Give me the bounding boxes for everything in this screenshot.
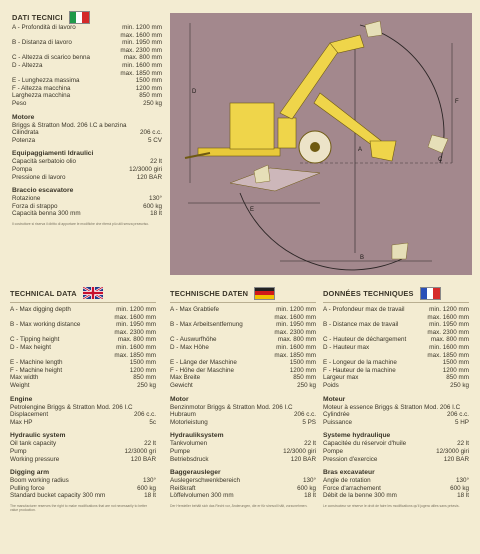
italian-dimensions-list — [12, 24, 162, 108]
spec-row — [12, 195, 162, 203]
spec-value: min. 1200 mm — [116, 306, 156, 313]
spec-label: Forza di strappo — [12, 202, 58, 210]
spec-row — [323, 336, 469, 344]
spec-label: Peso — [12, 99, 27, 107]
spec-row — [170, 440, 316, 448]
spec-value: max. 2300 mm — [114, 328, 156, 336]
label-c: C — [438, 157, 443, 163]
english-header — [10, 286, 156, 300]
spec-value: 850 mm — [446, 374, 469, 382]
spec-value: min. 1950 mm — [276, 321, 316, 329]
spec-row — [170, 374, 316, 382]
spec-label: Pompe — [323, 447, 343, 455]
spec-label: Working pressure — [10, 455, 60, 463]
spec-row — [12, 137, 162, 145]
spec-label: E - Longeur de la machine — [323, 359, 397, 367]
spec-row — [170, 344, 316, 352]
spec-label: Benzinmotor Briggs & Stratton Mod. 206 I.C — [170, 403, 293, 411]
spec-row — [170, 492, 316, 500]
section-heading: Engine — [10, 395, 33, 403]
spec-row — [323, 456, 469, 464]
spec-value: 120 BAR — [290, 455, 316, 463]
label-b: B — [360, 255, 365, 261]
section-heading: Digging arm — [10, 469, 50, 477]
spec-value: 250 kg — [450, 381, 469, 389]
spec-label: F - Hauteur de la machine — [323, 366, 396, 374]
section-heading: Equipaggiamenti Idraulici — [12, 150, 94, 158]
spec-value: max. 1600 mm — [427, 313, 469, 321]
spec-value: max. 1600 mm — [274, 313, 316, 321]
german-header — [170, 286, 316, 300]
spec-row — [10, 329, 156, 337]
spec-label: Betriebsdruck — [170, 455, 209, 463]
spec-value: 206 c.c. — [133, 411, 156, 419]
spec-value: max. 1600 mm — [120, 31, 162, 39]
spec-row — [323, 440, 469, 448]
italian-disclaimer: Il costruttore si riserva il diritto di apportare le modifiche che riterrà più utili senza preavviso. — [12, 221, 150, 226]
spec-label: E - Lunghezza massima — [12, 77, 80, 85]
uk-flag-icon — [83, 287, 103, 299]
spec-value: 1500 mm — [129, 359, 156, 367]
spec-value: 206 c.c. — [139, 129, 162, 137]
spec-value: 1200 mm — [289, 366, 316, 374]
spec-label: E - Länge der Maschine — [170, 359, 237, 367]
spec-label — [12, 70, 120, 78]
spec-label: Pumpe — [170, 447, 190, 455]
spec-row — [10, 321, 156, 329]
spec-row — [12, 32, 162, 40]
spec-row — [12, 62, 162, 70]
spec-label: F - Altezza macchina — [12, 84, 71, 92]
spec-label: C - Auswurfhöhe — [170, 336, 217, 344]
spec-value: 18 lt — [150, 210, 162, 218]
spec-row — [323, 306, 469, 314]
spec-value: 12/3000 giri — [129, 165, 162, 173]
spec-value: min. 1950 mm — [116, 321, 156, 329]
spec-value: max. 800 mm — [277, 336, 316, 344]
section-heading: Motore — [12, 113, 35, 121]
bucket-bottom — [392, 243, 408, 259]
spec-value: 12/3000 giri — [436, 447, 469, 455]
spec-label: Hubraum — [170, 411, 196, 419]
french-dimensions-list — [323, 306, 469, 390]
spec-label: D - Altezza — [12, 61, 43, 69]
spec-value: 5 PS — [302, 418, 316, 426]
dimension-diagram — [170, 13, 472, 275]
spec-label: Reißkraft — [170, 484, 196, 492]
engine-housing — [230, 103, 274, 149]
spec-row — [170, 485, 316, 493]
section-heading: Hydrauliksystem — [170, 432, 224, 440]
spec-row — [323, 352, 469, 360]
german-divider — [170, 302, 316, 303]
spec-label: Puissance — [323, 418, 353, 426]
spec-value: 130° — [142, 477, 156, 485]
spec-row — [323, 314, 469, 322]
spec-label: Oil tank capacity — [10, 440, 57, 448]
label-d: D — [192, 89, 197, 95]
spec-value: max. 1850 mm — [427, 351, 469, 359]
spec-label — [12, 47, 120, 55]
spec-value: 120 BAR — [443, 455, 469, 463]
spec-row — [12, 158, 162, 166]
spec-row — [10, 352, 156, 360]
spec-label: Capacità serbatoio olio — [12, 158, 77, 166]
wheel-hub — [310, 142, 320, 152]
spec-value: max. 800 mm — [117, 336, 156, 344]
spec-value: min. 1200 mm — [122, 24, 162, 31]
spec-value: min. 1600 mm — [116, 343, 156, 351]
spec-row — [10, 419, 156, 427]
spec-row — [12, 174, 162, 182]
spec-label — [323, 329, 427, 337]
spec-value: 1200 mm — [129, 366, 156, 374]
spec-label: C - Tipping height — [10, 336, 60, 344]
spec-row — [170, 411, 316, 419]
spec-label: B - Distanza di lavoro — [12, 39, 72, 47]
spec-row — [170, 477, 316, 485]
spec-row — [170, 404, 316, 412]
spec-label: E - Machine length — [10, 359, 63, 367]
spec-label — [170, 314, 274, 322]
spec-row — [10, 411, 156, 419]
spec-label: D - Max Höhe — [170, 343, 209, 351]
spec-value: max. 800 mm — [123, 54, 162, 62]
spec-label: Cylindrée — [323, 411, 350, 419]
spec-label — [10, 352, 114, 360]
spec-value: 600 kg — [143, 202, 162, 210]
spec-value: min. 1600 mm — [122, 61, 162, 69]
spec-label — [10, 329, 114, 337]
spec-label — [170, 352, 274, 360]
spec-value: 18 lt — [304, 492, 316, 500]
spec-row — [170, 367, 316, 375]
spec-row — [170, 382, 316, 390]
spec-row — [10, 306, 156, 314]
spec-value: 12/3000 gri — [124, 447, 156, 455]
spec-value: max. 2300 mm — [120, 46, 162, 54]
spec-value: 22 lt — [304, 440, 316, 448]
spec-label: A - Profondità di lavoro — [12, 24, 76, 31]
spec-label: Pulling force — [10, 484, 45, 492]
section-heading: Systeme hydraulique — [323, 432, 391, 440]
spec-label: Moteur à essence Briggs & Stratton Mod. 206 I.C — [323, 403, 461, 411]
spec-label: B - Max Arbeitsentfernung — [170, 321, 243, 329]
spec-value: min. 1600 mm — [429, 343, 469, 351]
spec-value: min. 1600 mm — [276, 343, 316, 351]
label-f: F — [455, 99, 459, 105]
spec-row — [12, 122, 162, 130]
spec-row — [10, 448, 156, 456]
spec-label: Capacitée du réservoir d'huile — [323, 440, 407, 448]
spec-value: 22 lt — [150, 158, 162, 166]
spec-row — [12, 77, 162, 85]
spec-row — [12, 203, 162, 211]
spec-value: min. 1200 mm — [276, 306, 316, 313]
spec-row — [10, 359, 156, 367]
spec-row — [10, 336, 156, 344]
spec-row — [323, 404, 469, 412]
spec-row — [12, 100, 162, 108]
spec-value: max. 1850 mm — [120, 69, 162, 77]
spec-value: min. 1950 mm — [122, 39, 162, 47]
english-disclaimer: The manufacturer reserves the right to make modifications that are not necessarily to better value production. — [10, 503, 148, 512]
spec-value: 600 kg — [137, 484, 156, 492]
spec-row — [323, 485, 469, 493]
spec-value: min. 1950 mm — [429, 321, 469, 329]
spec-label: Weight — [10, 381, 30, 389]
french-divider — [323, 302, 469, 303]
spec-row — [323, 329, 469, 337]
spec-label: D - Max height — [10, 343, 51, 351]
spec-label: Pompa — [12, 165, 32, 173]
italian-sections — [12, 114, 162, 218]
spec-row — [323, 477, 469, 485]
spec-row — [10, 492, 156, 500]
spec-label: B - Max working distance — [10, 321, 81, 329]
spec-value: 1200 mm — [135, 84, 162, 92]
spec-row — [170, 306, 316, 314]
spec-row — [12, 39, 162, 47]
spec-row — [10, 367, 156, 375]
english-sections — [10, 396, 156, 500]
spec-label: Briggs & Stratton Mod. 206 I.C a benzina — [12, 121, 127, 129]
spec-label — [323, 314, 427, 322]
spec-value: 850 mm — [293, 374, 316, 382]
spec-label — [323, 352, 427, 360]
italian-title: DATI TECNICI — [12, 12, 63, 22]
spec-value: 120 BAR — [136, 173, 162, 181]
spec-row — [10, 314, 156, 322]
spec-row — [10, 456, 156, 464]
french-title: DONNÉES TECHNIQUES — [323, 288, 414, 298]
spec-value: 1500 mm — [289, 359, 316, 367]
german-spec-block — [170, 286, 316, 508]
spec-label: A - Max Grabtiefe — [170, 306, 219, 313]
spec-row — [10, 404, 156, 412]
spec-label: A - Max digging depth — [10, 306, 71, 313]
spec-row — [12, 24, 162, 32]
spec-label: Force d'arrachement — [323, 484, 381, 492]
spec-label: Standard bucket capacity 300 mm — [10, 492, 106, 500]
spec-value: 18 lt — [457, 492, 469, 500]
section-heading: Moteur — [323, 395, 346, 403]
spec-label: Potenza — [12, 136, 36, 144]
spec-value: 206 c.c. — [446, 411, 469, 419]
spec-value: 22 lt — [457, 440, 469, 448]
section-heading: Motor — [170, 395, 189, 403]
spec-label: Larghezza macchina — [12, 92, 71, 100]
spec-label: Motorleistung — [170, 418, 208, 426]
spec-row — [170, 314, 316, 322]
spec-row — [170, 419, 316, 427]
spec-row — [170, 329, 316, 337]
section-heading: Hydraulic system — [10, 432, 66, 440]
spec-label: Débit de la benne 300 mm — [323, 492, 397, 500]
spec-label: Max Breite — [170, 374, 201, 382]
spec-row — [10, 344, 156, 352]
spec-row — [12, 70, 162, 78]
tank — [278, 118, 296, 148]
spec-row — [323, 448, 469, 456]
spec-label: F - Machine height — [10, 366, 63, 374]
spec-label: C - Altezza di scarico benna — [12, 54, 91, 62]
spec-value: 5c — [149, 418, 156, 426]
spec-value: max. 2300 mm — [427, 328, 469, 336]
spec-row — [12, 166, 162, 174]
french-spec-block — [323, 286, 469, 508]
spec-label: Displacement — [10, 411, 49, 419]
france-flag-icon — [420, 287, 441, 300]
spec-row — [323, 382, 469, 390]
spec-value: 130° — [302, 477, 316, 485]
section-heading: Braccio escavatore — [12, 187, 74, 195]
spec-label: Angle de rotation — [323, 477, 371, 485]
spec-row — [170, 336, 316, 344]
spec-label: Auslegerschwenkbereich — [170, 477, 241, 485]
spec-label: Max width — [10, 374, 39, 382]
spec-row — [12, 54, 162, 62]
spec-value: 5 CV — [148, 136, 162, 144]
english-dimensions-list — [10, 306, 156, 390]
spec-value: 130° — [148, 195, 162, 203]
spec-value: 250 kg — [297, 381, 316, 389]
german-title: TECHNISCHE DATEN — [170, 288, 249, 298]
spec-value: max. 1850 mm — [114, 351, 156, 359]
german-sections — [170, 396, 316, 500]
french-header — [323, 286, 469, 300]
spec-row — [323, 411, 469, 419]
italian-spec-block — [12, 10, 162, 226]
spec-row — [10, 382, 156, 390]
spec-label: Poids — [323, 381, 339, 389]
germany-flag-icon — [254, 287, 275, 300]
spec-row — [12, 92, 162, 100]
english-spec-block — [10, 286, 156, 512]
spec-label: Cilindrata — [12, 129, 39, 137]
spec-row — [323, 359, 469, 367]
spec-row — [323, 321, 469, 329]
spec-value: 1500 mm — [135, 77, 162, 85]
spec-value: 120 BAR — [130, 455, 156, 463]
spec-label: Boom working radius — [10, 477, 69, 485]
spec-row — [170, 456, 316, 464]
spec-row — [10, 440, 156, 448]
english-title: TECHNICAL DATA — [10, 288, 77, 298]
spec-label: D - Hauteur max — [323, 343, 370, 351]
spec-label — [12, 32, 120, 40]
spec-row — [323, 374, 469, 382]
spec-label — [10, 314, 114, 322]
spec-row — [10, 374, 156, 382]
spec-row — [323, 344, 469, 352]
spec-label — [170, 329, 274, 337]
spec-label: Gewicht — [170, 381, 193, 389]
spec-label: F - Höhe der Maschine — [170, 366, 235, 374]
spec-row — [12, 47, 162, 55]
spec-row — [170, 352, 316, 360]
spec-value: 5 HP — [455, 418, 469, 426]
spec-label: Löffelvolumen 300 mm — [170, 492, 234, 500]
spec-value: 22 lt — [144, 440, 156, 448]
spec-label: B - Distance max de travail — [323, 321, 399, 329]
spec-label: Tankvolumen — [170, 440, 208, 448]
spec-label: Capacità benna 300 mm — [12, 210, 81, 218]
spec-label: Pressione di lavoro — [12, 173, 66, 181]
spec-value: 18 lt — [144, 492, 156, 500]
spec-value: 250 kg — [137, 381, 156, 389]
section-heading: Baggerausleger — [170, 469, 221, 477]
spec-row — [10, 485, 156, 493]
spec-value: max. 2300 mm — [274, 328, 316, 336]
spec-value: 850 mm — [133, 374, 156, 382]
spec-value: 850 mm — [139, 92, 162, 100]
spec-value: 250 kg — [143, 99, 162, 107]
spec-value: 206 c.c. — [293, 411, 316, 419]
spec-value: 1500 mm — [442, 359, 469, 367]
spec-row — [170, 359, 316, 367]
spec-value: 12/3000 giri — [283, 447, 316, 455]
spec-row — [10, 477, 156, 485]
german-disclaimer: Der Hersteller behält sich das Recht vor, Änderungen, die er für sinnvoll hält, vorzunehmen. — [170, 503, 308, 508]
label-e: E — [250, 207, 255, 213]
english-divider — [10, 302, 156, 303]
spec-row — [323, 367, 469, 375]
spec-row — [170, 321, 316, 329]
spec-label: Largeur max — [323, 374, 359, 382]
spec-row — [12, 129, 162, 137]
french-sections — [323, 396, 469, 500]
spec-label: Rotazione — [12, 195, 41, 203]
spec-row — [12, 85, 162, 93]
spec-value: 600 kg — [297, 484, 316, 492]
spec-row — [323, 419, 469, 427]
french-disclaimer: Le constructeur se réserve le droit de faire les modifications qu'il jugera utiles sans préavis. — [323, 503, 460, 508]
spec-label: Petrolengine Briggs & Stratton Mod. 206 I.C — [10, 403, 133, 411]
spec-value: max. 1600 mm — [114, 313, 156, 321]
spec-label: Pression d'exercice — [323, 455, 378, 463]
label-a: A — [358, 147, 363, 153]
spec-row — [170, 448, 316, 456]
spec-value: max. 800 mm — [430, 336, 469, 344]
spec-label: Max HP — [10, 418, 33, 426]
spec-value: max. 1850 mm — [274, 351, 316, 359]
spec-value: min. 1200 mm — [429, 306, 469, 313]
spec-row — [323, 492, 469, 500]
spec-value: 130° — [455, 477, 469, 485]
german-dimensions-list — [170, 306, 316, 390]
spec-label: C - Hauteur de déchargement — [323, 336, 407, 344]
italian-header — [12, 10, 162, 24]
spec-value: 1200 mm — [442, 366, 469, 374]
spec-label: Pump — [10, 447, 27, 455]
spec-row — [12, 210, 162, 218]
section-heading: Bras excavateur — [323, 469, 375, 477]
spec-label: A - Profondeur max de travail — [323, 306, 405, 313]
italy-flag-icon — [69, 11, 90, 24]
spec-value: 600 kg — [450, 484, 469, 492]
